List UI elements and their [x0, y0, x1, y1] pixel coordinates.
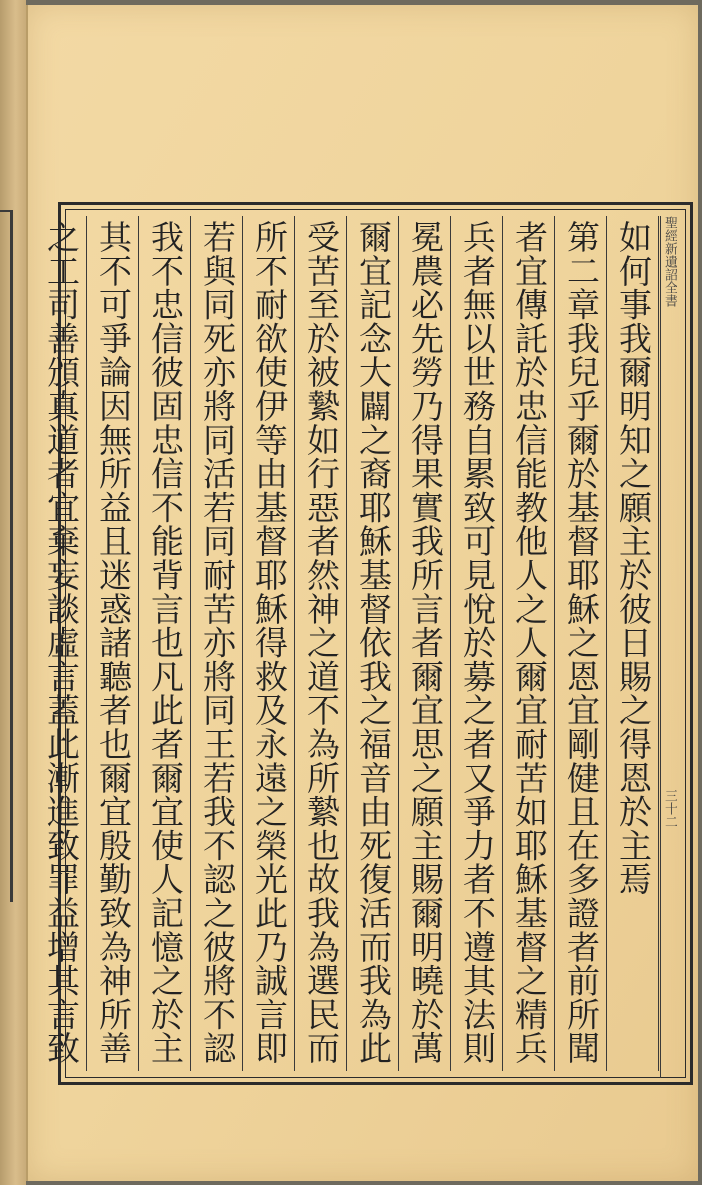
text-column-7: 受苦至於被縶如行惡者然神之道不為所縶也故我為選民而 — [302, 220, 341, 1065]
text-column-10: 我不忠信彼固忠信不能背言也凡此者爾宜使人記憶之於主 — [146, 220, 185, 1065]
previous-page-edge — [0, 0, 26, 1185]
text-column-6: 爾宜記念大闢之裔耶穌基督依我之福音由死復活而我為此 — [354, 220, 393, 1065]
column-rule — [606, 216, 607, 1071]
text-column-8: 所不耐欲使伊等由基督耶穌得救及永遠之榮光此乃誠言即 — [250, 220, 289, 1065]
column-rule — [554, 216, 555, 1071]
folio-number: 三十二 — [662, 789, 677, 828]
column-rule — [190, 216, 191, 1071]
column-rule — [502, 216, 503, 1071]
text-column-2: 第二章我兒乎爾於基督耶穌之恩宜剛健且在多證者前所聞 — [562, 220, 601, 1065]
column-rule — [242, 216, 243, 1071]
text-column-4: 兵者無以世務自累致可見悅於募之者又爭力者不遵其法則 — [458, 220, 497, 1065]
column-rule — [294, 216, 295, 1071]
text-column-3: 者宜傳託於忠信能教他人之人爾宜耐苦如耶穌基督之精兵 — [510, 220, 549, 1065]
previous-page-border — [0, 210, 13, 902]
text-column-1: 如何事我爾明知之願主於彼日賜之得恩於主焉 — [614, 220, 653, 896]
text-column-5: 冕農必先勞乃得果實我所言者爾宜思之願主賜爾明曉於萬 — [406, 220, 445, 1065]
column-rule — [138, 216, 139, 1071]
book-page — [26, 5, 698, 1181]
text-column-11: 其不可爭論因無所益且迷惑諸聽者也爾宜殷勤致為神所善 — [94, 220, 133, 1065]
running-header — [660, 216, 677, 1078]
header-title: 聖經新遺詔全書 — [662, 216, 677, 307]
column-rule — [86, 216, 87, 1071]
column-rule — [346, 216, 347, 1071]
column-rule — [658, 216, 659, 1071]
text-column-9: 若與同死亦將同活若同耐苦亦將同王若我不認之彼將不認 — [198, 220, 237, 1065]
column-rule — [398, 216, 399, 1071]
text-frame-inner — [42, 209, 686, 1078]
text-frame — [42, 202, 693, 1085]
column-rule — [450, 216, 451, 1071]
text-column-12: 之工司善頒真道者宜棄妄談虛言蓋此漸進致罪益增其言致 — [42, 220, 81, 1065]
